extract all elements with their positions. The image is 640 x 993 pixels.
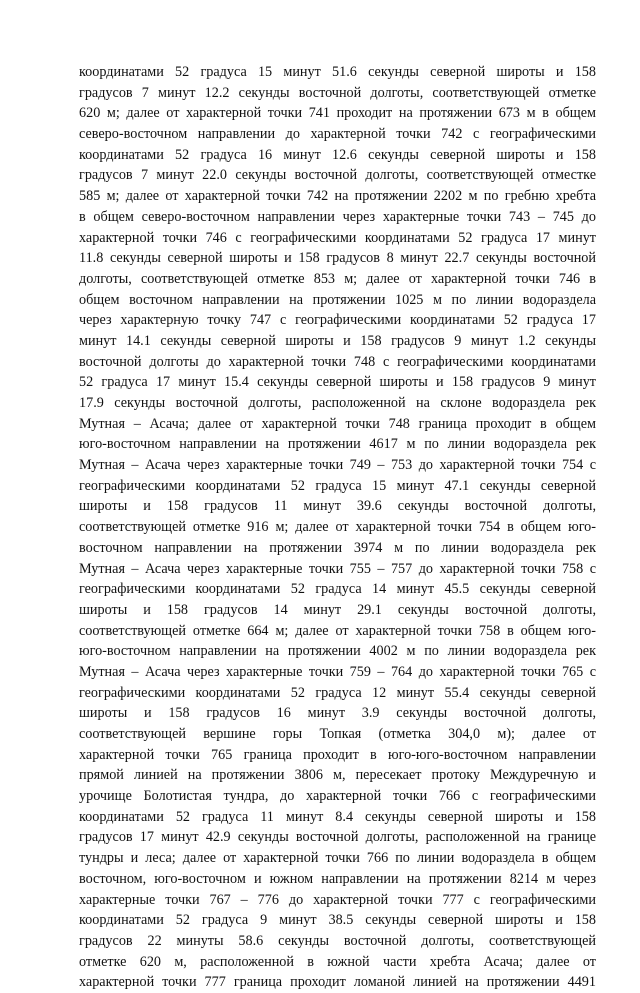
text-line-42: координатами 52 градуса 9 минут 38.5 секунды северной широты и 158 (79, 912, 596, 929)
text-line-28: соответствующей отметке 664 м; далее от характерной точки 758 в общем юго- (79, 622, 596, 639)
text-line-12: общем восточном направлении на протяжении 1025 м по линии водораздела (79, 291, 596, 308)
text-line-18: Мутная – Асача; далее от характерной точки 748 граница проходит в общем (79, 415, 596, 432)
text-line-4: северо-восточном направлении до характерной точки 742 с географическими (79, 126, 596, 143)
text-line-23: соответствующей отметке 916 м; далее от характерной точки 754 в общем юго- (79, 519, 596, 536)
text-line-43: градусов 22 минуты 58.6 секунды восточной долготы, соответствующей (79, 932, 596, 949)
text-line-2: градусов 7 минут 12.2 секунды восточной долготы, соответствующей отметке (79, 84, 596, 101)
text-line-41: характерные точки 767 – 776 до характерной точки 777 с географическими (79, 891, 596, 908)
text-line-32: широты и 158 градусов 16 минут 3.9 секунды восточной долготы, (79, 705, 596, 722)
text-line-15: восточной долготы до характерной точки 748 с географическими координатами (79, 353, 596, 370)
text-line-37: координатами 52 градуса 11 минут 8.4 секунды северной широты и 158 (79, 808, 596, 825)
text-line-29: юго-восточном направлении на протяжении 4002 м по линии водораздела рек (79, 643, 596, 660)
text-line-11: долготы, соответствующей отметке 853 м; далее от характерной точки 746 в (79, 270, 596, 287)
text-line-1: координатами 52 градуса 15 минут 51.6 секунды северной широты и 158 (79, 64, 596, 80)
text-line-33: соответствующей вершине горы Топкая (отметка 304,0 м); далее от (79, 726, 596, 742)
text-line-10: 11.8 секунды северной широты и 158 градусов 8 минут 22.7 секунды восточной (79, 250, 596, 267)
text-line-38: градусов 17 минут 42.9 секунды восточной долготы, расположенной на границе (79, 829, 596, 846)
text-line-9: характерной точки 746 с географическими координатами 52 градуса 17 минут (79, 229, 596, 246)
text-line-16: 52 градуса 17 минут 15.4 секунды северной широты и 158 градусов 9 минут (79, 374, 596, 391)
text-line-45: характерной точки 777 граница проходит ломаной линией на протяжении 4491 (79, 974, 596, 991)
text-line-3: 620 м; далее от характерной точки 741 проходит на протяжении 673 м в общем (79, 105, 596, 122)
text-line-39: тундры и леса; далее от характерной точки 766 по линии водораздела в общем (79, 850, 596, 867)
text-line-22: широты и 158 градусов 11 минут 39.6 секунды восточной долготы, (79, 498, 596, 515)
text-line-36: урочище Болотистая тундра, до характерной точки 766 с географическими (79, 788, 596, 805)
text-line-7: 585 м; далее от характерной точки 742 на протяжении 2202 м по гребню хребта (79, 188, 596, 205)
text-line-25: Мутная – Асача через характерные точки 755 – 757 до характерной точки 758 с (79, 560, 596, 577)
text-line-27: широты и 158 градусов 14 минут 29.1 секунды восточной долготы, (79, 601, 596, 618)
text-line-20: Мутная – Асача через характерные точки 749 – 753 до характерной точки 754 с (79, 457, 596, 474)
text-line-44: отметке 620 м, расположенной в южной части хребта Асача; далее от (79, 953, 596, 970)
text-line-13: через характерную точку 747 с географическими координатами 52 градуса 17 (79, 312, 596, 329)
document-page (79, 62, 596, 993)
text-line-35: прямой линией на протяжении 3806 м, пересекает протоку Междуречную и (79, 767, 596, 784)
text-line-6: градусов 7 минут 22.0 секунды восточной долготы, соответствующей отместке (79, 167, 596, 184)
text-line-21: географическими координатами 52 градуса 15 минут 47.1 секунды северной (79, 477, 596, 494)
text-line-31: географическими координатами 52 градуса 12 минут 55.4 секунды северной (79, 684, 596, 701)
text-line-17: 17.9 секунды восточной долготы, расположенной на склоне водораздела рек (79, 395, 596, 411)
text-line-24: восточном направлении на протяжении 3974 м по линии водораздела рек (79, 539, 596, 556)
text-line-30: Мутная – Асача через характерные точки 759 – 764 до характерной точки 765 с (79, 663, 596, 680)
text-line-14: минут 14.1 секунды северной широты и 158 градусов 9 минут 1.2 секунды (79, 332, 596, 349)
text-line-26: географическими координатами 52 градуса 14 минут 45.5 секунды северной (79, 581, 596, 598)
text-line-5: координатами 52 градуса 16 минут 12.6 секунды северной широты и 158 (79, 146, 596, 163)
text-line-19: юго-восточном направлении на протяжении 4617 м по линии водораздела рек (79, 436, 596, 453)
text-line-34: характерной точки 765 граница проходит в юго-юго-восточном направлении (79, 746, 596, 763)
text-line-40: восточном, юго-восточном и южном направлении на протяжении 8214 м через (79, 870, 596, 887)
text-line-8: в общем северо-восточном направлении через характерные точки 743 – 745 до (79, 208, 596, 225)
